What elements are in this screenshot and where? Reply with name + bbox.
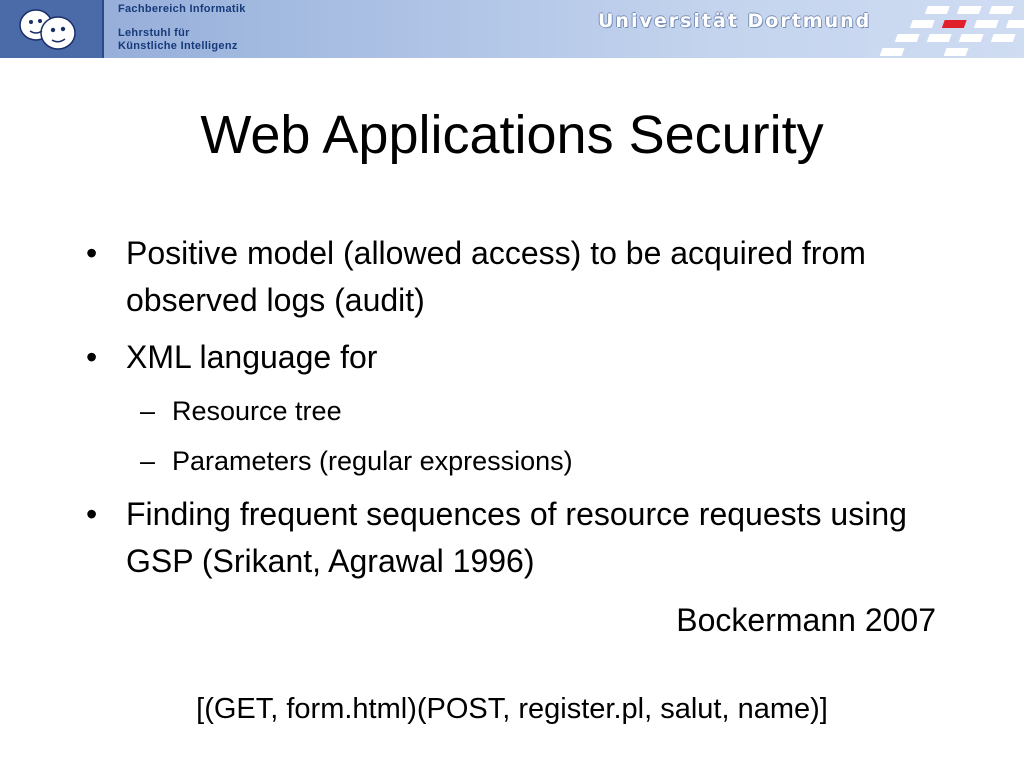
sub-bullet-item [86,441,946,481]
sub-bullet-marker: – [140,396,156,426]
bullet-item [86,491,946,585]
department-line-2: Lehrstuhl für [118,27,190,39]
department-line-3: Künstliche Intelligenz [118,40,238,52]
bullet-item [86,230,946,324]
logo-box [0,0,102,58]
department-line-1: Fachbereich Informatik [118,3,246,15]
bullet-marker: • [86,496,98,532]
bullet-text: Finding frequent sequences of resource requests using GSP (Srikant, Agrawal 1996) [126,496,907,579]
bullet-list [86,230,946,595]
sub-bullet-text: Resource tree [172,396,342,426]
slide-title: Web Applications Security [200,105,824,165]
bullet-marker: • [86,339,98,375]
bullet-item [86,334,946,381]
sub-bullet-marker: – [140,446,156,476]
checker-decoration-icon [870,0,1024,86]
sub-bullet-item [86,391,946,431]
faces-logo-icon [14,5,94,53]
citation: Bockermann 2007 [676,602,936,638]
bullet-marker: • [86,235,98,271]
bullet-text: XML language for [126,339,378,375]
bullet-text: Positive model (allowed access) to be acquired from observed logs (audit) [126,235,866,318]
university-name: Universität Dortmund [598,10,872,32]
sub-bullet-text: Parameters (regular expressions) [172,446,573,476]
example-sequence: [(GET, form.html)(POST, register.pl, salut, name)] [196,693,828,725]
logo-separator [102,0,104,58]
header-banner [0,0,1024,86]
